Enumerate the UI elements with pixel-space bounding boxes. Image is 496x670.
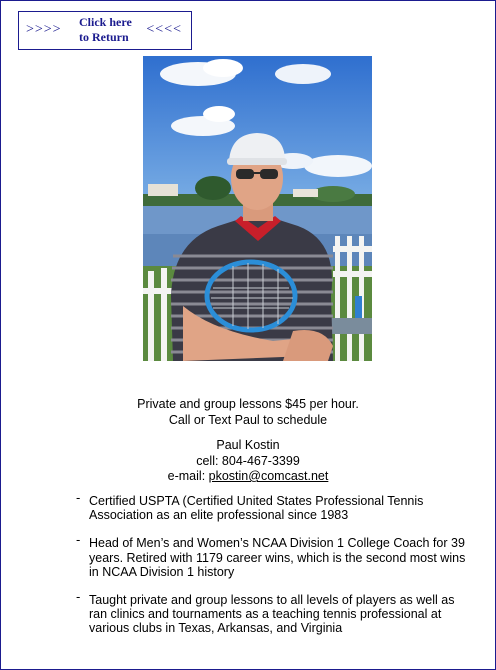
- bullet-dash: -: [76, 589, 81, 605]
- lessons-info: [1, 397, 495, 428]
- contact-email-line: [1, 469, 495, 485]
- return-link-line1[interactable]: Click here: [79, 15, 132, 29]
- bullet-dash: -: [76, 490, 81, 505]
- coach-portrait-photo: [143, 56, 372, 361]
- list-item: [73, 532, 473, 579]
- contact-name: Paul Kostin: [216, 438, 280, 452]
- credentials-list: [73, 490, 473, 650]
- contact-cell: cell: 804-467-3399: [196, 453, 300, 468]
- email-link[interactable]: pkostin@comcast.net: [208, 469, 329, 483]
- contact-info: [1, 438, 495, 485]
- return-link-line2[interactable]: to Return: [79, 30, 129, 44]
- lessons-price-text: Private and group lessons $45 per hour.: [137, 397, 359, 411]
- list-item: [73, 589, 473, 636]
- bullet-dash: -: [76, 532, 81, 548]
- list-item-text: Certified USPTA (Certified United States Professional Tennis Association as an elite professional since 1983: [89, 494, 424, 523]
- arrows-right: <<<<: [146, 22, 182, 37]
- email-label: e-mail:: [167, 469, 206, 483]
- list-item: [73, 490, 473, 523]
- lessons-schedule-text: Call or Text Paul to schedule: [168, 412, 328, 427]
- return-link-text[interactable]: [79, 15, 132, 45]
- return-link-box[interactable]: [18, 11, 192, 50]
- list-item-text: Head of Men’s and Women’s NCAA Division 1 College Coach for 39 years. Retired with 1179 career wins, which is the second most wins in NCAA Division 1 history: [89, 536, 466, 579]
- list-item-text: Taught private and group lessons to all levels of players as well as ran clinics and tournaments as a teaching tennis professional at various clubs in Texas, Arkansas, and Virginia: [89, 593, 455, 636]
- arrows-left: >>>>: [26, 22, 62, 37]
